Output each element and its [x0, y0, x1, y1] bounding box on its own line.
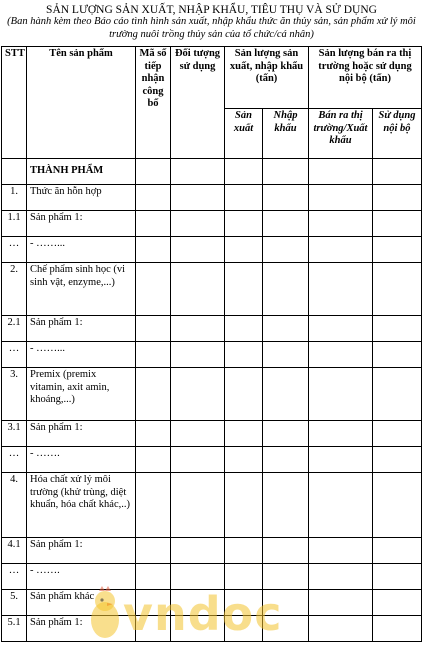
row-production-cell — [225, 473, 263, 538]
header-market-group: Sản lượng bán ra thị trường hoặc sử dụng nội bộ (tấn) — [309, 47, 422, 109]
table-row — [2, 564, 422, 590]
row-production-cell — [225, 159, 263, 185]
row-import-cell — [263, 564, 309, 590]
row-code-cell — [136, 159, 171, 185]
row-import-cell — [263, 263, 309, 316]
row-internal-use-cell — [373, 590, 422, 616]
table-row — [2, 368, 422, 421]
row-target-cell — [171, 616, 225, 642]
row-sold-cell — [309, 421, 373, 447]
row-internal-use-cell — [373, 237, 422, 263]
row-sold-cell — [309, 473, 373, 538]
row-production-cell — [225, 316, 263, 342]
row-target-cell — [171, 564, 225, 590]
row-stt: 2. — [2, 263, 27, 316]
row-stt: 5. — [2, 590, 27, 616]
row-stt: 3.1 — [2, 421, 27, 447]
row-sold-cell — [309, 316, 373, 342]
row-import-cell — [263, 211, 309, 237]
row-target-cell — [171, 237, 225, 263]
row-production-cell — [225, 237, 263, 263]
row-product-name: Sản phẩm 1: — [27, 316, 136, 342]
table-row — [2, 237, 422, 263]
row-production-cell — [225, 421, 263, 447]
table-row — [2, 211, 422, 237]
row-production-cell — [225, 211, 263, 237]
row-code-cell — [136, 473, 171, 538]
row-product-name: - ……... — [27, 342, 136, 368]
row-internal-use-cell — [373, 211, 422, 237]
row-production-cell — [225, 564, 263, 590]
row-internal-use-cell — [373, 616, 422, 642]
row-target-cell — [171, 590, 225, 616]
row-internal-use-cell — [373, 316, 422, 342]
table-row — [2, 263, 422, 316]
row-production-cell — [225, 368, 263, 421]
row-product-name: Sản phẩm 1: — [27, 538, 136, 564]
header-import: Nhập khẩu — [263, 109, 309, 159]
row-production-cell — [225, 263, 263, 316]
row-product-name: Sản phẩm khác — [27, 590, 136, 616]
row-sold-cell — [309, 616, 373, 642]
row-internal-use-cell — [373, 263, 422, 316]
row-code-cell — [136, 211, 171, 237]
row-import-cell — [263, 447, 309, 473]
row-code-cell — [136, 564, 171, 590]
row-sold-cell — [309, 564, 373, 590]
table-row — [2, 185, 422, 211]
row-target-cell — [171, 342, 225, 368]
header-production-group: Sản lượng sản xuất, nhập khẩu (tấn) — [225, 47, 309, 109]
row-stt: 3. — [2, 368, 27, 421]
row-stt: 4.1 — [2, 538, 27, 564]
row-internal-use-cell — [373, 421, 422, 447]
row-target-cell — [171, 368, 225, 421]
row-code-cell — [136, 590, 171, 616]
row-target-cell — [171, 473, 225, 538]
row-import-cell — [263, 538, 309, 564]
row-stt: 2.1 — [2, 316, 27, 342]
row-code-cell — [136, 421, 171, 447]
row-code-cell — [136, 447, 171, 473]
row-sold-cell — [309, 447, 373, 473]
row-target-cell — [171, 538, 225, 564]
header-sold: Bán ra thị trường/Xuất khẩu — [309, 109, 373, 159]
row-internal-use-cell — [373, 159, 422, 185]
row-import-cell — [263, 342, 309, 368]
row-target-cell — [171, 185, 225, 211]
row-internal-use-cell — [373, 564, 422, 590]
table-row — [2, 590, 422, 616]
row-sold-cell — [309, 368, 373, 421]
row-product-name: Hóa chất xử lý môi trường (khử trùng, diệt khuẩn, hóa chất khác,..) — [27, 473, 136, 538]
row-stt: 5.1 — [2, 616, 27, 642]
row-import-cell — [263, 237, 309, 263]
row-code-cell — [136, 263, 171, 316]
row-internal-use-cell — [373, 447, 422, 473]
row-product-name: Premix (premix vitamin, axit amin, khoáng,...) — [27, 368, 136, 421]
row-production-cell — [225, 185, 263, 211]
table-row — [2, 616, 422, 642]
row-internal-use-cell — [373, 368, 422, 421]
row-product-name: Thức ăn hỗn hợp — [27, 185, 136, 211]
header-target: Đối tượng sử dụng — [171, 47, 225, 159]
row-code-cell — [136, 342, 171, 368]
row-internal-use-cell — [373, 342, 422, 368]
row-code-cell — [136, 316, 171, 342]
row-import-cell — [263, 316, 309, 342]
row-target-cell — [171, 447, 225, 473]
table-row — [2, 447, 422, 473]
row-internal-use-cell — [373, 538, 422, 564]
row-sold-cell — [309, 211, 373, 237]
row-sold-cell — [309, 342, 373, 368]
row-product-name: THÀNH PHẨM — [27, 159, 136, 185]
row-product-name: - ……... — [27, 237, 136, 263]
row-import-cell — [263, 590, 309, 616]
row-stt: 4. — [2, 473, 27, 538]
header-product-name: Tên sản phẩm — [27, 47, 136, 159]
header-internal-use: Sử dụng nội bộ — [373, 109, 422, 159]
row-product-name: Sản phẩm 1: — [27, 211, 136, 237]
report-table — [1, 46, 422, 642]
header-stt: STT — [2, 47, 27, 159]
table-row — [2, 342, 422, 368]
table-row — [2, 159, 422, 185]
row-import-cell — [263, 421, 309, 447]
document-subtitle: (Ban hành kèm theo Báo cáo tình hình sản xuất, nhập khẩu thức ăn thủy sản, sản phẩm xử lý môi trường nuôi trồng thủy sản của tổ chức/cá nhân) — [7, 16, 416, 40]
header-production: Sản xuất — [225, 109, 263, 159]
row-sold-cell — [309, 237, 373, 263]
row-stt: 1. — [2, 185, 27, 211]
row-sold-cell — [309, 538, 373, 564]
row-product-name: Sản phẩm 1: — [27, 616, 136, 642]
row-product-name: - ……. — [27, 447, 136, 473]
row-internal-use-cell — [373, 473, 422, 538]
row-sold-cell — [309, 185, 373, 211]
row-import-cell — [263, 159, 309, 185]
table-row — [2, 473, 422, 538]
row-import-cell — [263, 185, 309, 211]
row-target-cell — [171, 159, 225, 185]
row-code-cell — [136, 616, 171, 642]
row-production-cell — [225, 538, 263, 564]
row-stt: … — [2, 447, 27, 473]
row-import-cell — [263, 368, 309, 421]
row-import-cell — [263, 473, 309, 538]
row-sold-cell — [309, 590, 373, 616]
row-target-cell — [171, 211, 225, 237]
row-sold-cell — [309, 263, 373, 316]
row-sold-cell — [309, 159, 373, 185]
row-target-cell — [171, 316, 225, 342]
table-row — [2, 538, 422, 564]
row-code-cell — [136, 368, 171, 421]
row-internal-use-cell — [373, 185, 422, 211]
row-stt: … — [2, 237, 27, 263]
table-row — [2, 316, 422, 342]
row-product-name: - ……. — [27, 564, 136, 590]
row-code-cell — [136, 237, 171, 263]
row-product-name: Chế phẩm sinh học (vi sinh vật, enzyme,...) — [27, 263, 136, 316]
row-production-cell — [225, 590, 263, 616]
row-production-cell — [225, 342, 263, 368]
row-target-cell — [171, 421, 225, 447]
row-stt — [2, 159, 27, 185]
row-production-cell — [225, 616, 263, 642]
row-stt: … — [2, 342, 27, 368]
row-stt: … — [2, 564, 27, 590]
row-code-cell — [136, 185, 171, 211]
row-production-cell — [225, 447, 263, 473]
row-target-cell — [171, 263, 225, 316]
header-code: Mã số tiếp nhận công bố — [136, 47, 171, 159]
table-row — [2, 421, 422, 447]
watermark-text: vndoc — [123, 587, 283, 641]
row-stt: 1.1 — [2, 211, 27, 237]
document-title: SẢN LƯỢNG SẢN XUẤT, NHẬP KHẨU, TIÊU THỤ VÀ SỬ DỤNG — [46, 4, 377, 16]
row-product-name: Sản phẩm 1: — [27, 421, 136, 447]
row-import-cell — [263, 616, 309, 642]
row-code-cell — [136, 538, 171, 564]
